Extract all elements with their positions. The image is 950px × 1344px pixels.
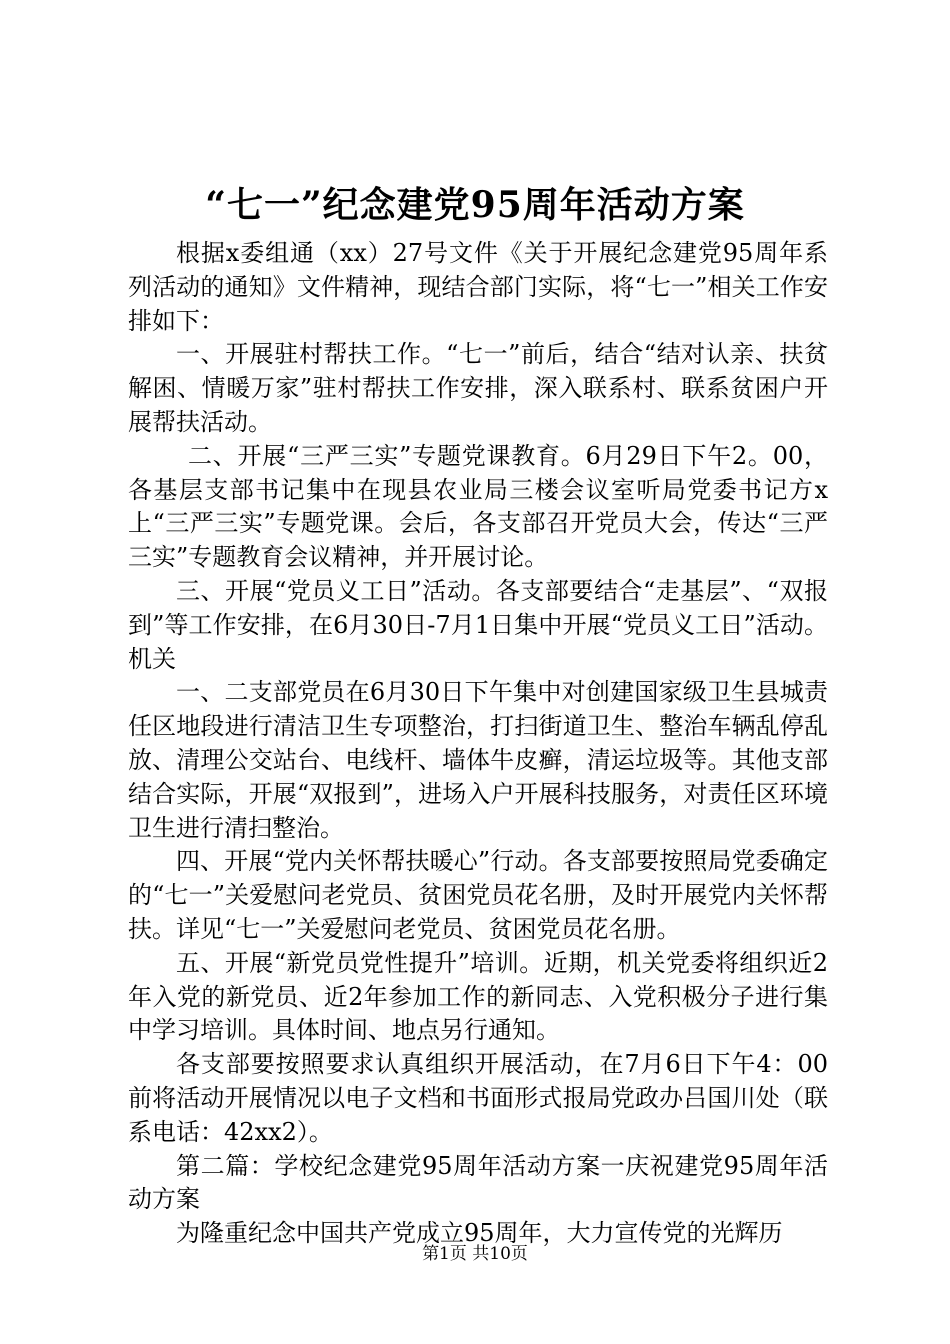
- paragraph-item-4: 四、开展“党内关怀帮扶暖心”行动。各支部要按照局党委确定的“七一”关爱慰问老党员、贫困党员花名册，及时开展党内关怀帮扶。详见“七一”关爱慰问老党员、贫困党员花名册。: [128, 847, 828, 943]
- paragraph-item-3: 三、开展“党员义工日”活动。各支部要结合“走基层”、“双报到”等工作安排，在6月30日-7月1日集中开展“党员义工日”活动。机关: [128, 576, 828, 673]
- paragraph-item-2: 二、开展“三严三实”专题党课教育。6月29日下午2。00，各基层支部书记集中在现县农业局三楼会议室听局党委书记方x上“三严三实”专题党课。会后，各支部召开党员大会，传达“三严三实”专题教育会议精神，并开展讨论。: [128, 441, 828, 572]
- paragraph-intro: 根据x委组通（xx）27号文件《关于开展纪念建党95周年系列活动的通知》文件精神，现结合部门实际，将“七一”相关工作安排如下：: [128, 239, 828, 335]
- paragraph-item-3-continued: 一、二支部党员在6月30日下午集中对创建国家级卫生县城责任区地段进行清洁卫生专项整治，打扫街道卫生、整治车辆乱停乱放、清理公交站台、电线杆、墙体牛皮癣，清运垃圾等。其他支部结合实际，开展“双报到”，进场入户开展科技服务，对责任区环境卫生进行清扫整治。: [128, 678, 828, 842]
- page-number: 第1页 共10页: [422, 1244, 528, 1264]
- paragraph-item-5: 五、开展“新党员党性提升”培训。近期，机关党委将组织近2年入党的新党员、近2年参加工作的新同志、入党积极分子进行集中学习培训。具体时间、地点另行通知。: [128, 948, 828, 1045]
- paragraph-second-part-heading: 第二篇：学校纪念建党95周年活动方案一庆祝建党95周年活动方案: [128, 1151, 828, 1214]
- document-body: [128, 237, 828, 1251]
- paragraph-item-1: 一、开展驻村帮扶工作。“七一”前后，结合“结对认亲、扶贫解困、情暖万家”驻村帮扶工作安排，深入联系村、联系贫困户开展帮扶活动。: [128, 340, 828, 436]
- document-title: “七一”纪念建党95周年活动方案: [205, 184, 745, 226]
- paragraph-second-part-intro: 为隆重纪念中国共产党成立95周年，大力宣传党的光辉历: [176, 1219, 783, 1248]
- paragraph-closing: 各支部要按照要求认真组织开展活动，在7月6日下午4：00前将活动开展情况以电子文档和书面形式报局党政办吕国川处（联系电话：42xx2）。: [128, 1050, 828, 1146]
